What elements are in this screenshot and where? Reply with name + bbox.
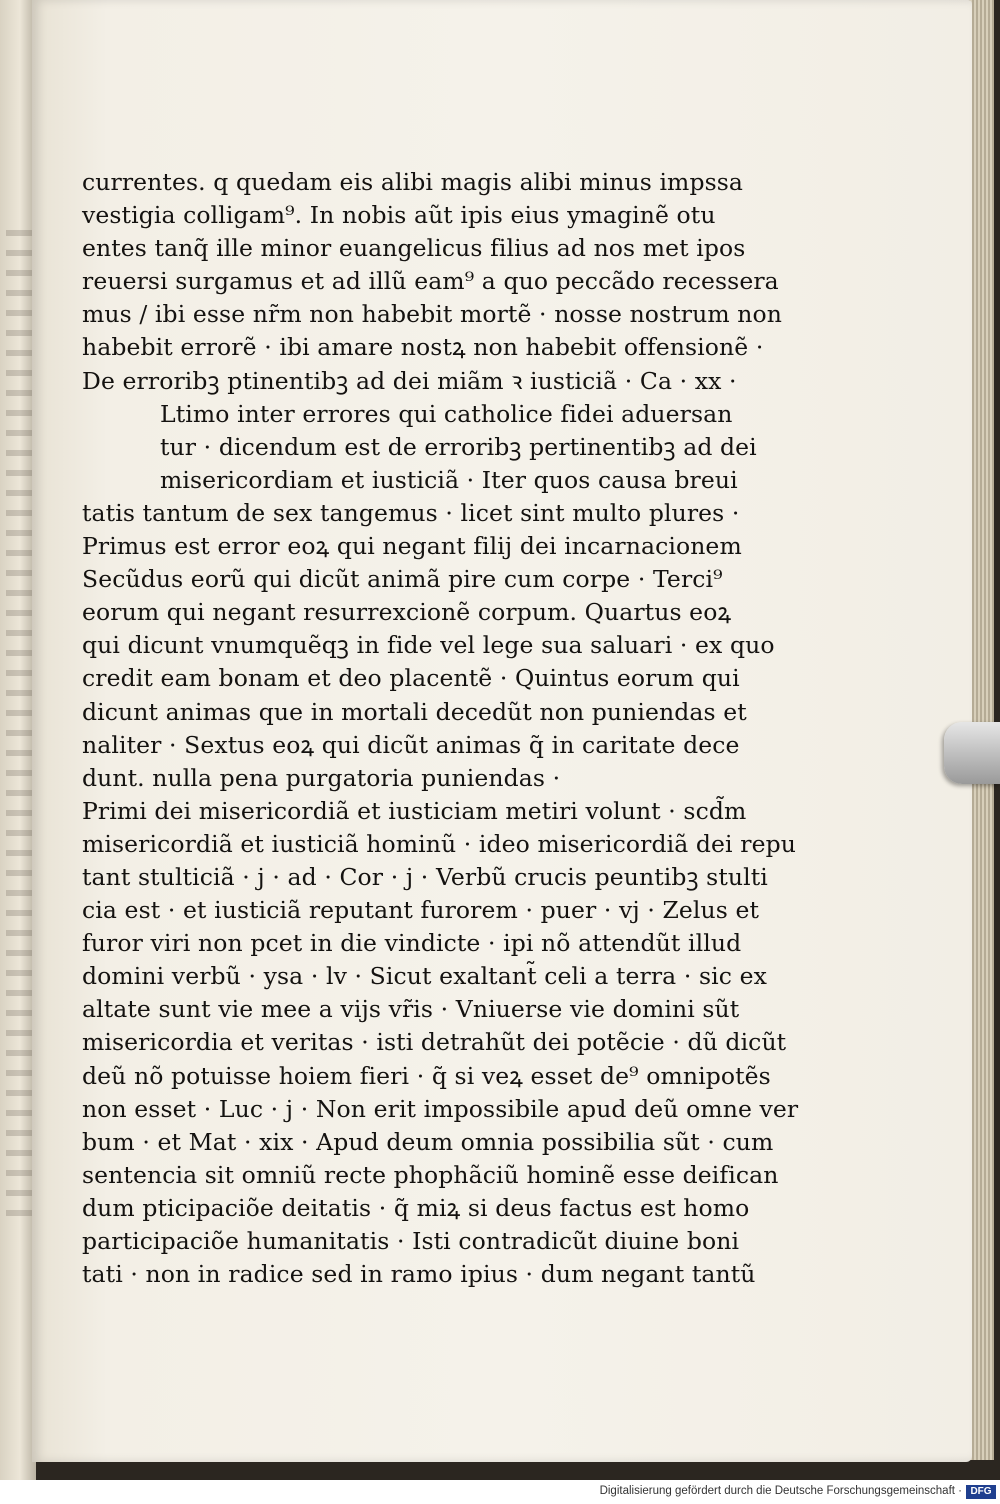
text-line: bum · et Mat · xix · Apud deum omnia possibilia sũt · cum bbox=[82, 1127, 774, 1156]
funding-credit: Digitalisierung gefördert durch die Deutsche Forschungsgemeinschaft · bbox=[599, 1485, 962, 1497]
text-line: mus / ibi esse nr̃m non habebit mortẽ · nosse nostrum non bbox=[82, 300, 782, 329]
text-line: tati · non in radice sed in ramo ipius · dum negant tantũ bbox=[82, 1260, 756, 1289]
text-line: participaciõe humanitatis · Isti contradicũt diuine boni bbox=[82, 1227, 740, 1255]
dfg-logo: DFG bbox=[966, 1485, 996, 1499]
footer-bar bbox=[0, 1480, 1000, 1504]
text-line: tur · dicendum est de erroribꝫ pertinentibꝫ ad dei bbox=[160, 432, 757, 461]
text-line: domini verbũ · ysa · lv · Sicut exaltant̃ celi a terra · sic ex bbox=[82, 962, 767, 991]
text-line: currentes. q quedam eis alibi magis alibi minus impssa bbox=[82, 168, 744, 196]
text-line: misericordiam et iusticiã · Iter quos causa breui bbox=[160, 465, 738, 494]
text-line: Ltimo inter errores qui catholice fidei aduersan bbox=[160, 399, 733, 428]
facing-page-text-shadow bbox=[6, 230, 32, 1230]
text-line: furor viri non pcet in die vindicte · ipi nõ attendũt illud bbox=[82, 929, 742, 958]
text-line: deũ nõ potuisse hoiem fieri · q̃ si veꝝ esset de⁹ omnipotẽs bbox=[82, 1061, 771, 1090]
chapter-heading: De erroribꝫ ptinentibꝫ ad dei miãm ꝛ iusticiã · Ca · xx · bbox=[82, 366, 737, 395]
text-line: dicunt animas que in mortali decedũt non puniendas et bbox=[82, 697, 747, 726]
text-line: eorum qui negant resurrexcionẽ corpum. Quartus eoꝝ bbox=[82, 598, 732, 627]
text-line: misericordia et veritas · isti detrahũt dei potẽcie · dũ dicũt bbox=[82, 1028, 787, 1057]
text-line: qui dicunt vnumquẽqꝫ in fide vel lege sua saluari · ex quo bbox=[82, 631, 775, 660]
text-line: reuersi surgamus et ad illũ eam⁹ a quo peccãdo recessera bbox=[82, 267, 779, 296]
page-text-column bbox=[82, 166, 799, 1291]
text-line: tant stulticiã · j · ad · Cor · j · Verbũ crucis peuntibꝫ stulti bbox=[82, 862, 768, 891]
text-line: cia est · et iusticiã reputant furorem · puer · vj · Zelus et bbox=[82, 896, 760, 925]
text-line: naliter · Sextus eoꝝ qui dicũt animas q̃ in caritate dece bbox=[82, 730, 740, 759]
text-line: non esset · Luc · j · Non erit impossibile apud deũ omne ver bbox=[82, 1094, 799, 1123]
facing-page-edge bbox=[0, 0, 36, 1480]
page-clip bbox=[944, 722, 1000, 784]
text-line: credit eam bonam et deo placentẽ · Quintus eorum qui bbox=[82, 664, 740, 693]
text-line: tatis tantum de sex tangemus · licet sint multo plures · bbox=[82, 498, 740, 527]
text-line: vestigia colligam⁹. In nobis aũt ipis eius ymaginẽ otu bbox=[82, 201, 716, 230]
text-line: habebit errorẽ · ibi amare nostꝝ non habebit offensionẽ · bbox=[82, 333, 764, 362]
text-line: sentencia sit omniũ recte phophãciũ hominẽ esse deifican bbox=[82, 1160, 779, 1189]
text-line: dum pticipaciõe deitatis · q̃ miꝝ si deus factus est homo bbox=[82, 1193, 750, 1222]
text-line: Primus est error eoꝝ qui negant filij dei incarnacionem bbox=[82, 532, 742, 561]
text-line: dunt. nulla pena purgatoria puniendas · bbox=[82, 763, 561, 792]
text-line: misericordiã et iusticiã hominũ · ideo misericordiã dei repu bbox=[82, 829, 796, 858]
text-line: altate sunt vie mee a vijs vr̃is · Vniuerse vie domini sũt bbox=[82, 995, 740, 1024]
paragraph-start-line: Primi dei misericordiã et iusticiam metiri volunt · scd̃m bbox=[82, 796, 747, 825]
text-line: entes tanq̃ ille minor euangelicus filius ad nos met ipos bbox=[82, 234, 746, 263]
text-line: Secũdus eorũ qui dicũt animã pire cum corpe · Terci⁹ bbox=[82, 565, 723, 594]
